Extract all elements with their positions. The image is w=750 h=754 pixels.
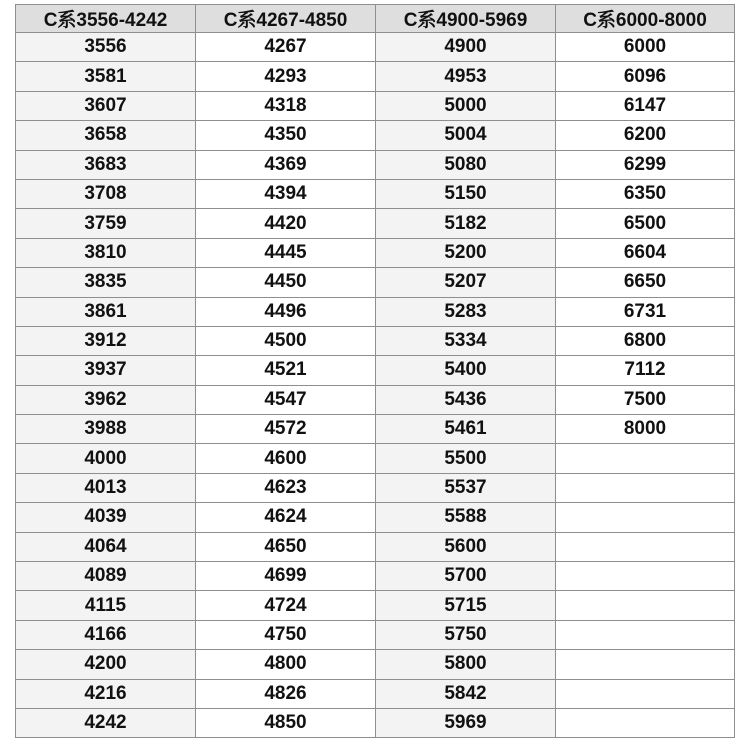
table-cell: 5461	[376, 415, 556, 444]
table-cell: 5969	[376, 708, 556, 737]
column-header: C系3556-4242	[16, 5, 196, 33]
table-row	[16, 91, 735, 120]
table-cell: 4547	[196, 385, 376, 414]
table-cell: 5182	[376, 209, 556, 238]
table-cell: 3988	[16, 415, 196, 444]
table-cell: 4369	[196, 150, 376, 179]
table-cell: 5000	[376, 91, 556, 120]
table-cell: 4900	[376, 33, 556, 62]
table-cell	[556, 708, 735, 737]
table-cell: 5500	[376, 444, 556, 473]
table-cell: 4699	[196, 562, 376, 591]
table-cell: 4521	[196, 356, 376, 385]
table-row	[16, 297, 735, 326]
table-cell: 4293	[196, 62, 376, 91]
table-cell: 5334	[376, 326, 556, 355]
table-cell: 4826	[196, 679, 376, 708]
table-cell: 3835	[16, 268, 196, 297]
table-cell: 4064	[16, 532, 196, 561]
table-row	[16, 444, 735, 473]
table-cell: 5537	[376, 473, 556, 502]
table-cell: 6500	[556, 209, 735, 238]
table-row	[16, 121, 735, 150]
table-cell	[556, 620, 735, 649]
table-row	[16, 679, 735, 708]
table-cell: 6650	[556, 268, 735, 297]
table-cell: 4394	[196, 179, 376, 208]
table-cell: 6299	[556, 150, 735, 179]
table-cell: 5283	[376, 297, 556, 326]
table-cell	[556, 473, 735, 502]
table-cell: 5080	[376, 150, 556, 179]
table-cell: 5800	[376, 650, 556, 679]
table-row	[16, 179, 735, 208]
table-cell	[556, 562, 735, 591]
table-cell: 3581	[16, 62, 196, 91]
table-cell	[556, 679, 735, 708]
table-cell: 4350	[196, 121, 376, 150]
table-cell: 6147	[556, 91, 735, 120]
table-row	[16, 150, 735, 179]
table-row	[16, 620, 735, 649]
table-cell: 3861	[16, 297, 196, 326]
table-cell: 8000	[556, 415, 735, 444]
table-cell: 3962	[16, 385, 196, 414]
table-cell: 4953	[376, 62, 556, 91]
table-cell: 3810	[16, 238, 196, 267]
table-row	[16, 385, 735, 414]
table-cell: 3607	[16, 91, 196, 120]
table-row	[16, 532, 735, 561]
table-header	[16, 5, 735, 33]
table-cell: 3683	[16, 150, 196, 179]
table-cell: 3937	[16, 356, 196, 385]
table-row	[16, 650, 735, 679]
table-cell: 4166	[16, 620, 196, 649]
table-cell: 6200	[556, 121, 735, 150]
table-row	[16, 326, 735, 355]
table-body	[16, 33, 735, 738]
table-cell: 4039	[16, 503, 196, 532]
table-cell: 4267	[196, 33, 376, 62]
column-header: C系4900-5969	[376, 5, 556, 33]
table-cell	[556, 591, 735, 620]
header-row	[16, 5, 735, 33]
table-cell: 4496	[196, 297, 376, 326]
table-cell: 5715	[376, 591, 556, 620]
table-cell: 5207	[376, 268, 556, 297]
column-header: C系4267-4850	[196, 5, 376, 33]
table-row	[16, 562, 735, 591]
table-row	[16, 356, 735, 385]
table-row	[16, 268, 735, 297]
table-cell: 4089	[16, 562, 196, 591]
table-cell: 4750	[196, 620, 376, 649]
table-cell: 4000	[16, 444, 196, 473]
table-row	[16, 62, 735, 91]
table-cell: 4013	[16, 473, 196, 502]
column-header: C系6000-8000	[556, 5, 735, 33]
table-cell: 5842	[376, 679, 556, 708]
table-cell: 4242	[16, 708, 196, 737]
table-cell: 5400	[376, 356, 556, 385]
table-row	[16, 33, 735, 62]
table-row	[16, 503, 735, 532]
table-cell	[556, 650, 735, 679]
table-cell: 6096	[556, 62, 735, 91]
table-cell: 5588	[376, 503, 556, 532]
table-cell: 4724	[196, 591, 376, 620]
table-row	[16, 708, 735, 737]
table-row	[16, 591, 735, 620]
table-row	[16, 209, 735, 238]
table-cell	[556, 532, 735, 561]
table-cell: 5700	[376, 562, 556, 591]
table-cell: 5004	[376, 121, 556, 150]
size-table	[15, 4, 735, 738]
table-cell: 7112	[556, 356, 735, 385]
table-row	[16, 415, 735, 444]
table-cell: 4450	[196, 268, 376, 297]
table-cell: 5600	[376, 532, 556, 561]
table-cell: 4572	[196, 415, 376, 444]
table-cell: 4800	[196, 650, 376, 679]
table-cell	[556, 444, 735, 473]
table-cell: 4500	[196, 326, 376, 355]
table-cell: 5200	[376, 238, 556, 267]
table-cell: 4420	[196, 209, 376, 238]
table-cell: 4445	[196, 238, 376, 267]
table-cell: 5150	[376, 179, 556, 208]
table-cell: 6350	[556, 179, 735, 208]
table-cell: 6731	[556, 297, 735, 326]
table-cell: 4623	[196, 473, 376, 502]
table-cell: 3759	[16, 209, 196, 238]
table-cell: 3708	[16, 179, 196, 208]
table-cell: 7500	[556, 385, 735, 414]
table-row	[16, 238, 735, 267]
table-container	[15, 4, 734, 738]
table-cell: 5750	[376, 620, 556, 649]
table-cell: 4200	[16, 650, 196, 679]
table-cell: 4624	[196, 503, 376, 532]
table-cell: 4318	[196, 91, 376, 120]
table-cell: 6604	[556, 238, 735, 267]
table-cell: 6000	[556, 33, 735, 62]
table-cell: 4600	[196, 444, 376, 473]
table-cell: 3912	[16, 326, 196, 355]
table-cell: 4650	[196, 532, 376, 561]
table-cell: 5436	[376, 385, 556, 414]
table-row	[16, 473, 735, 502]
table-cell: 4115	[16, 591, 196, 620]
table-cell: 3658	[16, 121, 196, 150]
table-cell: 6800	[556, 326, 735, 355]
table-cell	[556, 503, 735, 532]
table-cell: 3556	[16, 33, 196, 62]
table-cell: 4850	[196, 708, 376, 737]
table-cell: 4216	[16, 679, 196, 708]
